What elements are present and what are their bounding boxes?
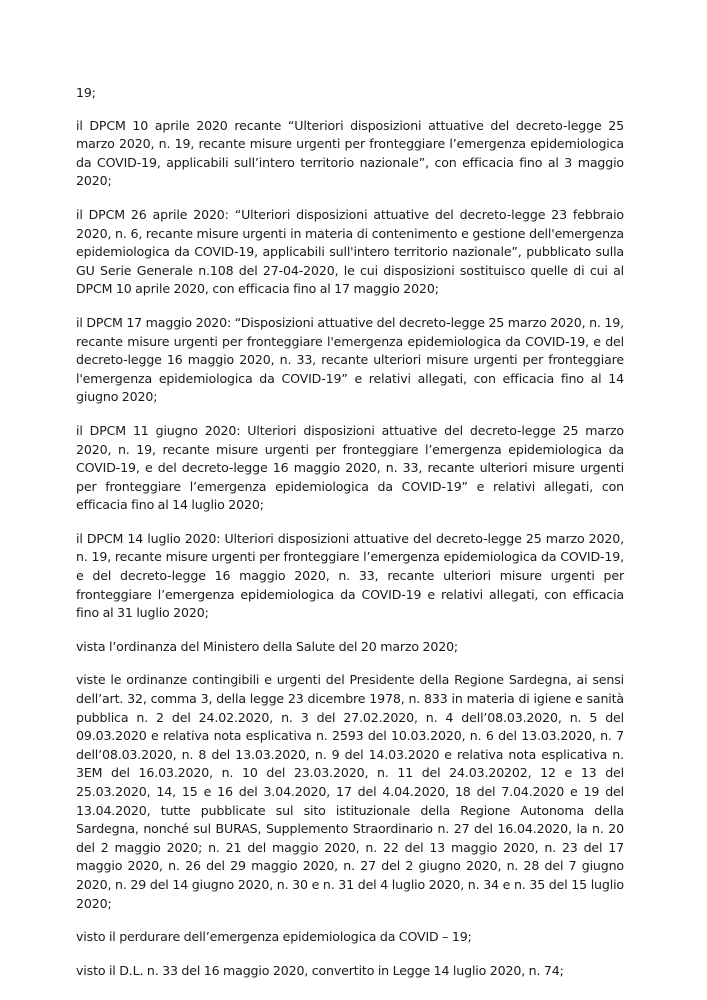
paragraph-decreto-legge-33: visto il D.L. n. 33 del 16 maggio 2020, convertito in Legge 14 luglio 2020, n. 74;	[76, 962, 564, 978]
paragraph-ordinanza-ministero: vista l’ordinanza del Ministero della Salute del 20 marzo 2020;	[76, 638, 459, 654]
paragraph-continuation: 19;	[76, 85, 96, 100]
paragraph-dpcm-17-maggio: il DPCM 17 maggio 2020: “Disposizioni attuative del decreto-legge 25 marzo 2020, n. 19, recante misure urgenti per fronteggiare l'emergenza epidemiologica da COVID-19, e del decreto-legge 16 maggio 2020, n. 33, recante ulteriori misure urgenti per fronteggiare l'emergenza epidemiologica da COVID-19” e relativi allegati, con efficacia fino al 14 giugno 2020;	[76, 314, 624, 405]
document-page	[76, 84, 624, 995]
paragraph-perdurare-emergenza: visto il perdurare dell’emergenza epidemiologica da COVID – 19;	[76, 929, 472, 945]
paragraph-dpcm-10-aprile: il DPCM 10 aprile 2020 recante “Ulteriori disposizioni attuative del decreto-legge 25 marzo 2020, n. 19, recante misure urgenti per fronteggiare l’emergenza epidemiologica da COVID-19, applicabili sull’intero territorio nazionale”, con efficacia fino al 3 maggio 2020;	[76, 117, 624, 189]
paragraph-dpcm-26-aprile: il DPCM 26 aprile 2020: “Ulteriori disposizioni attuative del decreto-legge 23 febbraio 2020, n. 6, recante misure urgenti in materia di contenimento e gestione dell'emergenza epidemiologica da COVID-19, applicabili sull'intero territorio nazionale”, pubblicato sulla GU Serie Generale n.108 del 27-04-2020, le cui disposizioni sostituisco quelle di cui al DPCM 10 aprile 2020, con efficacia fino al 17 maggio 2020;	[76, 206, 624, 297]
paragraph-ordinanze-regione: viste le ordinanze contingibili e urgenti del Presidente della Regione Sardegna, ai sensi dell’art. 32, comma 3, della legge 23 dicembre 1978, n. 833 in materia di igiene e sanità pubblica n. 2 del 24.02.2020, n. 3 del 27.02.2020, n. 4 dell’08.03.2020, n. 5 del 09.03.2020 e relativa nota esplicativa n. 2593 del 10.03.2020, n. 6 del 13.03.2020, n. 7 dell’08.03.2020, n. 8 del 13.03.2020, n. 9 del 14.03.2020 e relativa nota esplicativa n. 3EM del 16.03.2020, n. 10 del 23.03.2020, n. 11 del 24.03.20202, 12 e 13 del 25.03.2020, 14, 15 e 16 del 3.04.2020, 17 del 4.04.2020, 18 del 7.04.2020 e 19 del 13.04.2020, tutte pubblicate sul sito istituzionale della Regione Autonoma della Sardegna, nonché sul BURAS, Supplemento Straordinario n. 27 del 16.04.2020, la n. 20 del 2 maggio 2020; n. 21 del maggio 2020, n. 22 del 13 maggio 2020, n. 23 del 17 maggio 2020, n. 26 del 29 maggio 2020, n. 27 del 2 giugno 2020, n. 28 del 7 giugno 2020, n. 29 del 14 giugno 2020, n. 30 e n. 31 del 4 luglio 2020, n. 34 e n. 35 del 15 luglio 2020;	[76, 672, 624, 911]
paragraph-dpcm-11-giugno: il DPCM 11 giugno 2020: Ulteriori disposizioni attuative del decreto-legge 25 marzo 2020, n. 19, recante misure urgenti per fronteggiare l’emergenza epidemiologica da COVID-19, e del decreto-legge 16 maggio 2020, n. 33, recante ulteriori misure urgenti per fronteggiare l’emergenza epidemiologica da COVID-19” e relativi allegati, con efficacia fino al 14 luglio 2020;	[76, 422, 624, 513]
paragraph-dpcm-14-luglio: il DPCM 14 luglio 2020: Ulteriori disposizioni attuative del decreto-legge 25 marzo 2020, n. 19, recante misure urgenti per fronteggiare l’emergenza epidemiologica da COVID-19, e del decreto-legge 16 maggio 2020, n. 33, recante ulteriori misure urgenti per fronteggiare l’emergenza epidemiologica da COVID-19 e relativi allegati, con efficacia fino al 31 luglio 2020;	[76, 530, 624, 621]
